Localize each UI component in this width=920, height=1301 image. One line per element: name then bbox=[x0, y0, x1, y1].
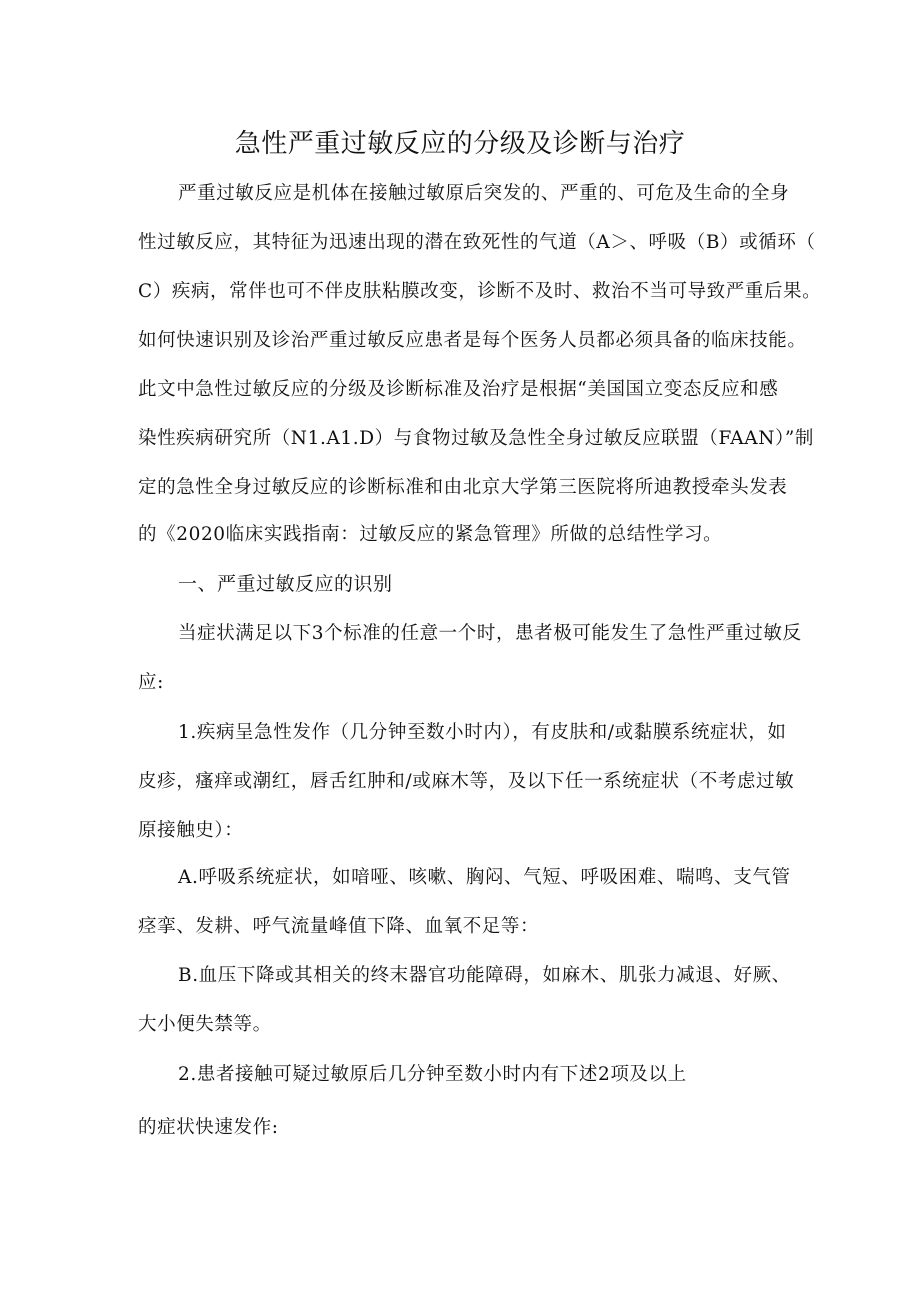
intro-line: 的《2020临床实践指南：过敏反应的紧急管理》所做的总结性学习。 bbox=[138, 524, 723, 545]
criterion-b-line: 大小便失禁等。 bbox=[138, 1014, 272, 1035]
criterion-1-line: 皮疹，瘙痒或潮红，唇舌红肿和/或麻木等，及以下任一系统症状（不考虑过敏 bbox=[138, 771, 795, 792]
intro-line: C）疾病，常伴也可不伴皮肤粘膜改变，诊断不及时、救治不当可导致严重后果。 bbox=[138, 281, 822, 302]
criterion-1-line: 1.疾病呈急性发作（几分钟至数小时内），有皮肤和/或黏膜系统症状，如 bbox=[178, 722, 787, 743]
criteria-intro-line: 应: bbox=[138, 672, 164, 693]
section-heading: 一、严重过敏反应的识别 bbox=[178, 573, 393, 595]
intro-line: 严重过敏反应是机体在接触过敏原后突发的、严重的、可危及生命的全身 bbox=[178, 183, 790, 204]
criterion-1-line: 原接触史）： bbox=[138, 820, 244, 841]
criterion-b-line: B.血压下降或其相关的终末器官功能障碍，如麻木、肌张力减退、好厥、 bbox=[178, 965, 791, 986]
criterion-a-line: 痉挛、发耕、呼气流量峰值下降、血氧不足等： bbox=[138, 916, 540, 937]
document-title: 急性严重过敏反应的分级及诊断与治疗 bbox=[234, 129, 686, 159]
intro-line: 此文中急性过敏反应的分级及诊断标准及治疗是根据“美国国立变态反应和感 bbox=[138, 379, 779, 400]
criterion-2-line: 2.患者接触可疑过敏原后几分钟至数小时内有下述2项及以上 bbox=[178, 1064, 687, 1085]
intro-line: 性过敏反应，其特征为迅速出现的潜在致死性的气道（A＞、呼吸（B）或循环（ bbox=[138, 232, 816, 253]
criterion-a-line: A.呼吸系统症状，如喑哑、咳嗽、胸闷、气短、呼吸困难、喘鸣、支气管 bbox=[178, 867, 791, 888]
intro-line: 定的急性全身过敏反应的诊断标准和由北京大学第三医院将所迪教授牵头发表 bbox=[138, 477, 788, 498]
criteria-intro-line: 当症状满足以下3个标准的任意一个时，患者极可能发生了急性严重过敏反 bbox=[178, 623, 802, 644]
intro-line: 染性疾病研究所（N1.A1.D）与食物过敏及急性全身过敏反应联盟（FAAN）”制 bbox=[138, 428, 815, 449]
criterion-2-line: 的症状快速发作: bbox=[138, 1117, 279, 1138]
intro-line: 如何快速识别及诊治严重过敏反应患者是每个医务人员都必须具备的临床技能。 bbox=[138, 330, 807, 351]
